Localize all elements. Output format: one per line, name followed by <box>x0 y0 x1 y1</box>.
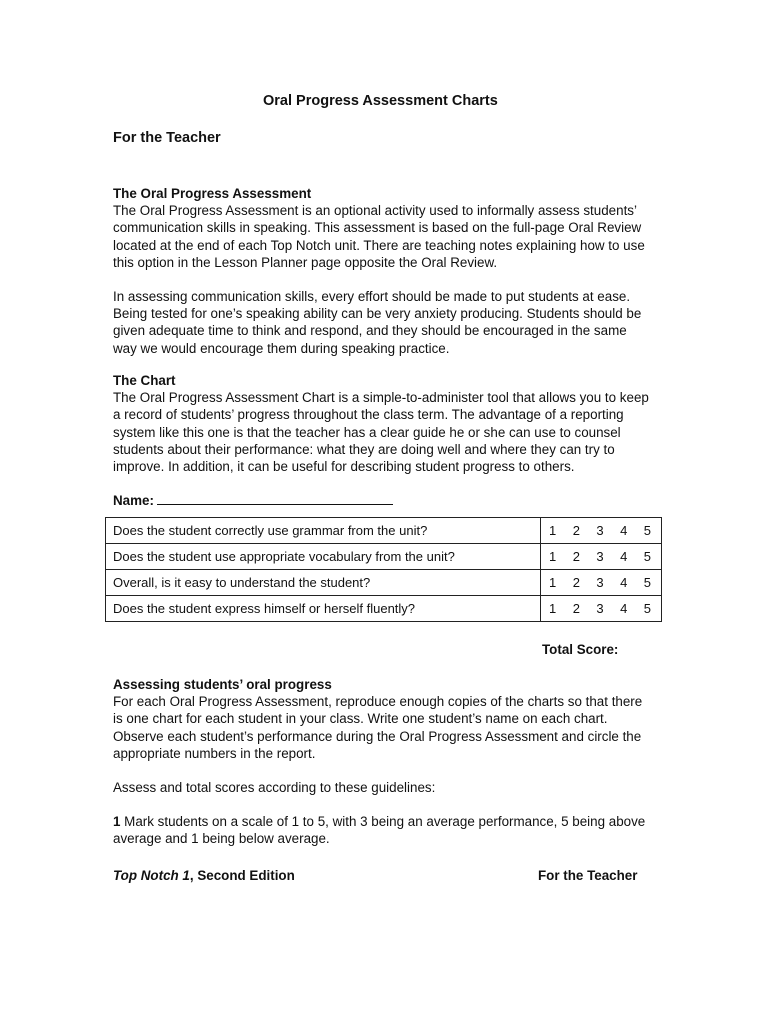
section-oral-progress-assessment <box>113 185 653 357</box>
scale-cell <box>541 570 662 596</box>
paragraph: Assess and total scores according to these guidelines: <box>113 780 436 796</box>
page-subtitle: For the Teacher <box>113 130 221 146</box>
scale-number: 4 <box>620 601 628 616</box>
scale-number: 2 <box>572 523 580 538</box>
scale-number: 5 <box>643 575 651 590</box>
scale-number: 1 <box>549 549 557 564</box>
page-title: Oral Progress Assessment Charts <box>263 93 498 109</box>
guideline-text: Mark students on a scale of 1 to 5, with 3 being an average performance, 5 being above average and 1 being below average. <box>113 814 646 847</box>
paragraph: For each Oral Progress Assessment, reproduce enough copies of the charts so that there is one chart for each student in your class. Write one student’s name on each chart. Observe each student’s performance during the Oral Progress Assessment and circle the appropriate numbers in the report. <box>113 694 643 761</box>
scale-number: 2 <box>572 549 580 564</box>
paragraph: In assessing communication skills, every effort should be made to put students at ease. Being tested for one’s speaking ability can be very anxiety producing. Students should be given adequate time to think and respond, and they should be encouraged in the same way we would encourage them during speaking practice. <box>113 289 642 356</box>
table-row <box>106 596 662 622</box>
question-cell: Does the student use appropriate vocabulary from the unit? <box>106 544 541 570</box>
scale-number: 4 <box>620 549 628 564</box>
scale-number: 4 <box>620 523 628 538</box>
scale-number: 3 <box>596 575 604 590</box>
scale-number: 5 <box>643 549 651 564</box>
section-the-chart <box>113 372 653 475</box>
guideline-item <box>113 813 653 847</box>
question-cell: Does the student express himself or herself fluently? <box>106 596 541 622</box>
book-edition: , Second Edition <box>189 868 295 883</box>
total-score-label: Total Score: <box>542 642 619 657</box>
scale-cell <box>541 544 662 570</box>
scale-number: 1 <box>549 575 557 590</box>
table-row <box>106 570 662 596</box>
footer-book-title <box>113 868 295 883</box>
question-cell: Does the student correctly use grammar from the unit? <box>106 518 541 544</box>
scale-number: 3 <box>596 601 604 616</box>
assessment-chart <box>105 517 662 622</box>
name-label: Name: <box>113 493 154 508</box>
scale-number: 5 <box>643 523 651 538</box>
scale-number: 4 <box>620 575 628 590</box>
section-assessing-oral-progress <box>113 676 653 848</box>
paragraph: The Oral Progress Assessment is an optional activity used to informally assess students’ communication skills in speaking. This assessment is based on the full-page Oral Review located at the end of each Top Notch unit. There are teaching notes explaining how to use this option in the Lesson Planner page opposite the Oral Review. <box>113 203 645 270</box>
scale-number: 3 <box>596 523 604 538</box>
section-heading: The Oral Progress Assessment <box>113 186 312 201</box>
name-field <box>113 491 393 508</box>
scale-number: 2 <box>572 601 580 616</box>
scale-number: 1 <box>549 523 557 538</box>
table-row <box>106 518 662 544</box>
table-row <box>106 544 662 570</box>
scale-number: 2 <box>572 575 580 590</box>
question-cell: Overall, is it easy to understand the student? <box>106 570 541 596</box>
scale-number: 1 <box>549 601 557 616</box>
scale-number: 3 <box>596 549 604 564</box>
scale-cell <box>541 518 662 544</box>
section-heading: Assessing students’ oral progress <box>113 677 332 692</box>
footer-section-label: For the Teacher <box>538 868 638 883</box>
scale-cell <box>541 596 662 622</box>
guideline-number: 1 <box>113 814 121 830</box>
paragraph: The Oral Progress Assessment Chart is a simple-to-administer tool that allows you to keep a record of students’ progress throughout the class term. The advantage of a reporting system like this one is that the teacher has a clear guide he or she can use to counsel students about their performance: what they are doing well and where they can try to improve. In addition, it can be useful for describing student progress to others. <box>113 390 649 475</box>
book-title: Top Notch 1 <box>113 868 190 883</box>
section-heading: The Chart <box>113 373 176 388</box>
scale-number: 5 <box>643 601 651 616</box>
name-blank-line <box>157 491 393 505</box>
